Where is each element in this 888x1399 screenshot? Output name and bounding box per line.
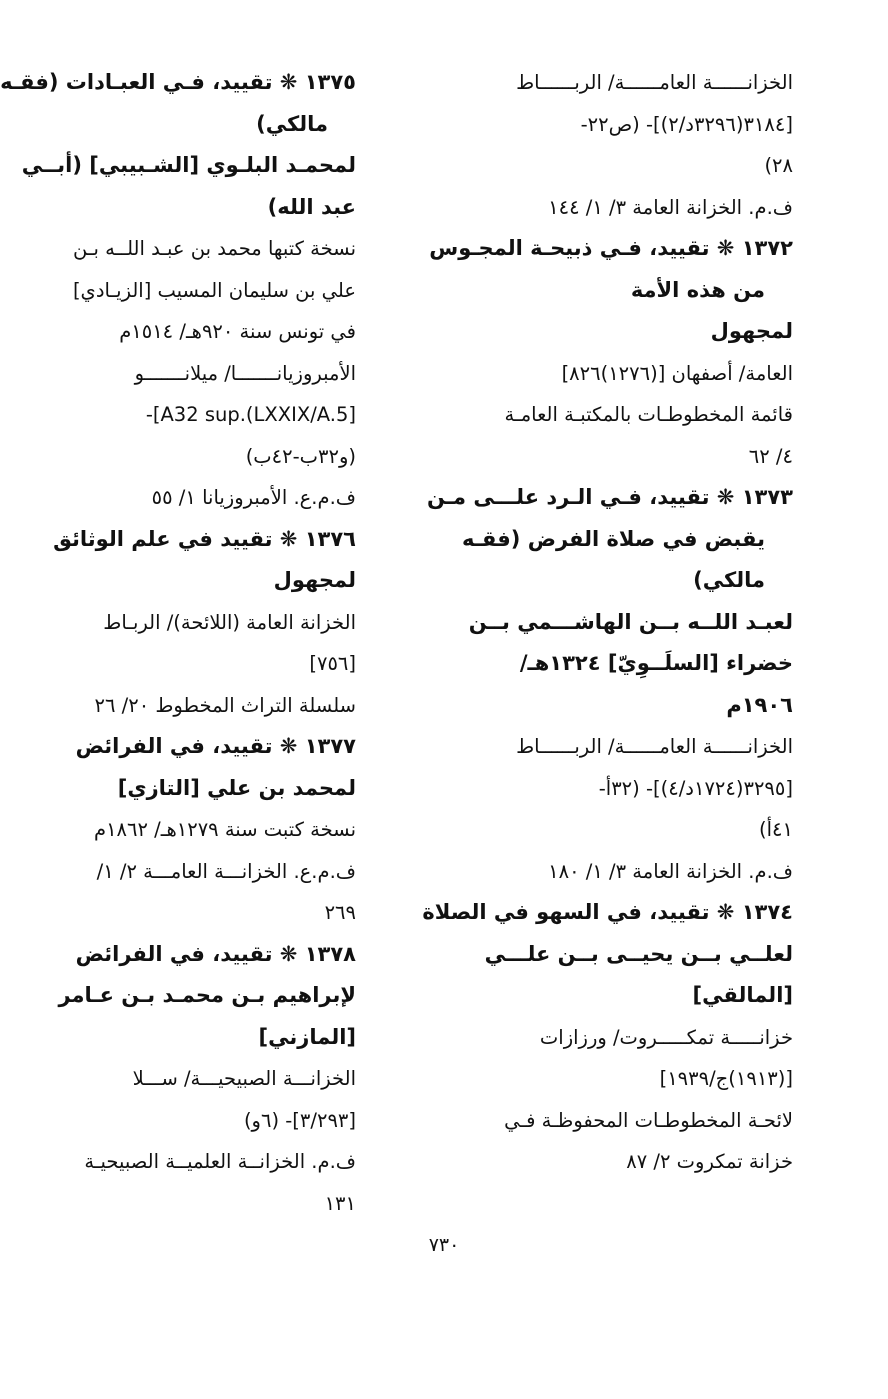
entry-detail: ف.م.ع. الخزانـــة العامـــة ٢/ ١/ bbox=[96, 859, 356, 883]
entry-heading: ١٣٧٦ ❋ تقييد في علم الوثائق bbox=[53, 526, 356, 551]
catalog-entry bbox=[31, 519, 356, 727]
entry-detail: خزانـــــة تمكـــــروت/ ورزازات bbox=[539, 1025, 793, 1049]
catalog-entry bbox=[463, 62, 793, 228]
entry-heading: من هذه الأمة bbox=[630, 277, 765, 302]
entry-heading: ١٣٧٥ ❋ تقييد، فـي العبـادات (فقـه bbox=[0, 70, 356, 94]
entry-heading: ١٣٧٣ ❋ تقييد، فـي الـرد علـــى مـن bbox=[426, 485, 793, 509]
entry-author: لعبـد اللــه بــن الهاشـــمي بــن bbox=[468, 609, 793, 634]
entry-detail: في تونس سنة ٩٢٠هـ/ ١٥١٤م bbox=[119, 320, 356, 343]
entry-detail: قائمة المخطوطـات بالمكتبـة العامـة bbox=[504, 403, 793, 426]
entry-detail: [٧٥٦] bbox=[309, 652, 356, 675]
entry-detail: خزانة تمكروت ٢/ ٨٧ bbox=[626, 1150, 793, 1173]
entry-author: لمجهول bbox=[273, 568, 356, 592]
entry-detail: سلسلة التراث المخطوط ٢٠/ ٢٦ bbox=[94, 693, 356, 717]
left-column bbox=[0, 62, 356, 1224]
entry-detail: ٤١أ) bbox=[759, 818, 793, 841]
entry-detail: ف.م. الخزانة العامة ٣/ ١/ ١٨٠ bbox=[548, 859, 793, 883]
entry-heading: ١٣٧٧ ❋ تقييد، في الفرائض bbox=[75, 734, 356, 758]
entry-heading: يقبض في صلاة الفرض (فقـه bbox=[462, 526, 765, 551]
entry-detail: لائحـة المخطوطـات المحفوظـة فـي bbox=[504, 1108, 793, 1132]
entry-detail: العامة/ أصفهان [(١٢٧٦)٨٢٦] bbox=[561, 361, 793, 385]
catalog-entry bbox=[31, 726, 356, 934]
entry-heading: مالكي) bbox=[693, 568, 765, 592]
entry-detail: (و٣٢ب-٤٢ب) bbox=[245, 444, 356, 468]
entry-detail: ٢٨) bbox=[764, 154, 793, 177]
catalog-entry bbox=[0, 62, 356, 519]
entry-author: لعلــي بــن يحيــى بــن علـــي bbox=[484, 941, 793, 966]
entry-detail: ف.م. الخزانة العامة ٣/ ١/ ١٤٤ bbox=[548, 195, 793, 219]
entry-detail: الخزانـــة الصبيحيـــة/ ســـلا bbox=[132, 1067, 356, 1090]
entry-detail: [٣٢٩٥(١٧٢٤د/٤)]- (٣٢أ- bbox=[598, 776, 793, 800]
entry-author: [المازني] bbox=[258, 1024, 356, 1049]
entry-author: خضراء [السلَــوِيّ] ١٣٢٤هـ/ bbox=[519, 651, 793, 675]
entry-heading: مالكي) bbox=[256, 111, 328, 136]
entry-detail: الخزانة العامة (اللائحة)/ الربـاط bbox=[103, 610, 356, 634]
catalog-entry bbox=[31, 934, 356, 1225]
entry-detail: الخزانــــــة العامــــــة/ الربــــــاط bbox=[516, 735, 793, 758]
entry-author: لمحمـد البلـوي [الشـبيبي] (أبــي bbox=[21, 153, 356, 177]
right-column bbox=[422, 62, 793, 1183]
entry-author: لمحمد بن علي [التازي] bbox=[117, 775, 356, 800]
entry-author: لإبراهيم بـن محمـد بـن عـامر bbox=[58, 983, 356, 1007]
entry-detail: ف.م. الخزانــة العلميــة الصبيحيـة bbox=[84, 1150, 356, 1173]
entry-detail: [(١٩١٣)ج/١٩٣٩] bbox=[659, 1067, 793, 1090]
entry-detail: ١٣١ bbox=[324, 1191, 356, 1215]
entry-detail: نسخة كتبها محمد بن عبـد اللــه بـن bbox=[73, 237, 356, 260]
entry-detail: ٤/ ٦٢ bbox=[748, 444, 793, 468]
catalog-entry bbox=[429, 228, 793, 477]
catalog-entry bbox=[422, 892, 793, 1183]
entry-heading: ١٣٧٤ ❋ تقييد، في السهو في الصلاة bbox=[422, 900, 793, 924]
entry-author: لمجهول bbox=[710, 319, 793, 343]
entry-detail: [٣١٨٤(٣٢٩٦د/٢)]- (ص٢٢- bbox=[580, 112, 793, 136]
entry-detail: [A32 sup.(LXXIX/A.5]- bbox=[145, 403, 356, 426]
page-number: ٧٣٠ bbox=[428, 1234, 460, 1256]
entry-author: [المالقي] bbox=[692, 983, 793, 1007]
entry-heading: ١٣٧٢ ❋ تقييد، فـي ذبيحـة المجـوس bbox=[429, 236, 793, 260]
entry-heading: ١٣٧٨ ❋ تقييد، في الفرائض bbox=[75, 941, 356, 966]
entry-author: عبد الله) bbox=[267, 194, 356, 219]
entry-detail: ف.م.ع. الأمبروزيانا ١/ ٥٥ bbox=[151, 486, 356, 509]
entry-detail: نسخة كتبت سنة ١٢٧٩هـ/ ١٨٦٢م bbox=[94, 818, 356, 841]
entry-author: ١٩٠٦م bbox=[726, 692, 793, 717]
entry-detail: ٢٦٩ bbox=[324, 901, 356, 924]
catalog-entry bbox=[426, 477, 793, 892]
entry-detail: الخزانــــــة العامــــــة/ الربــــــاط bbox=[516, 71, 793, 94]
entry-detail: الأمبروزيانـــــــا/ ميلانـــــــو bbox=[134, 361, 356, 385]
entry-detail: علي بن سليمان المسيب [الزيـادي] bbox=[72, 278, 356, 302]
entry-detail: [٣/٢٩٣]- (٦و) bbox=[243, 1108, 356, 1132]
